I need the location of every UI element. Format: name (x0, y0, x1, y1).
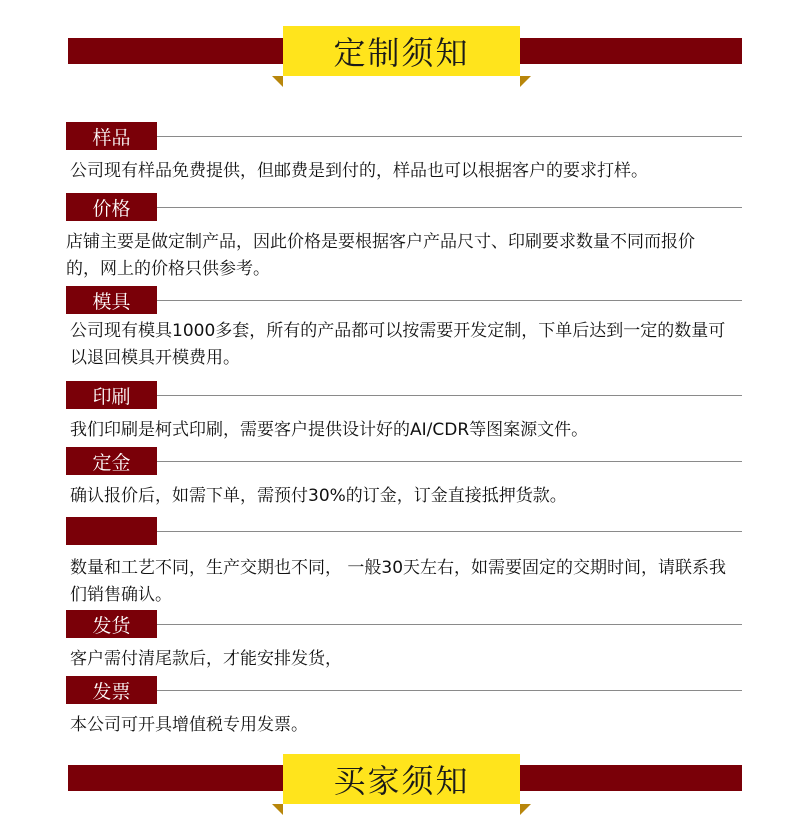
section-text: 本公司可开具增值税专用发票。 (70, 715, 308, 735)
section-label: 定金 (66, 447, 157, 475)
footer-banner (0, 752, 790, 832)
section-divider (157, 531, 742, 532)
section-text: 数量和工艺不同，生产交期也不同， 一般30天左右，如需要固定的交期时间，请联系我们销售确认。 (70, 558, 727, 605)
section-divider (157, 624, 742, 625)
section-label: 发票 (66, 676, 157, 704)
section-text: 店铺主要是做定制产品，因此价格是要根据客户产品尺寸、印刷要求数量不同而报价的，网上的价格只供参考。 (66, 232, 695, 279)
section-divider (157, 300, 742, 301)
section-text: 公司现有样品免费提供，但邮费是到付的，样品也可以根据客户的要求打样。 (70, 161, 648, 181)
section-divider (157, 395, 742, 396)
section-divider (157, 207, 742, 208)
section-label: 印刷 (66, 381, 157, 409)
banner-title: 定制须知 (283, 26, 520, 76)
section-text: 客户需付清尾款后，才能安排发货， (70, 649, 342, 669)
section-label: 价格 (66, 193, 157, 221)
section-label: 模具 (66, 286, 157, 314)
section-text: 公司现有模具1000多套，所有的产品都可以按需要开发定制，下单后达到一定的数量可以退回模具开模费用。 (70, 321, 726, 368)
section-label: 样品 (66, 122, 157, 150)
section-divider (157, 461, 742, 462)
section-divider (157, 690, 742, 691)
section-label: 发货 (66, 610, 157, 638)
section-text: 确认报价后，如需下单，需预付30%的订金，订金直接抵押货款。 (70, 486, 567, 506)
section-divider (157, 136, 742, 137)
section-text: 我们印刷是柯式印刷，需要客户提供设计好的AI/CDR等图案源文件。 (70, 420, 589, 440)
section-label (66, 517, 157, 545)
header-banner (0, 26, 790, 106)
banner-title: 买家须知 (283, 754, 520, 804)
